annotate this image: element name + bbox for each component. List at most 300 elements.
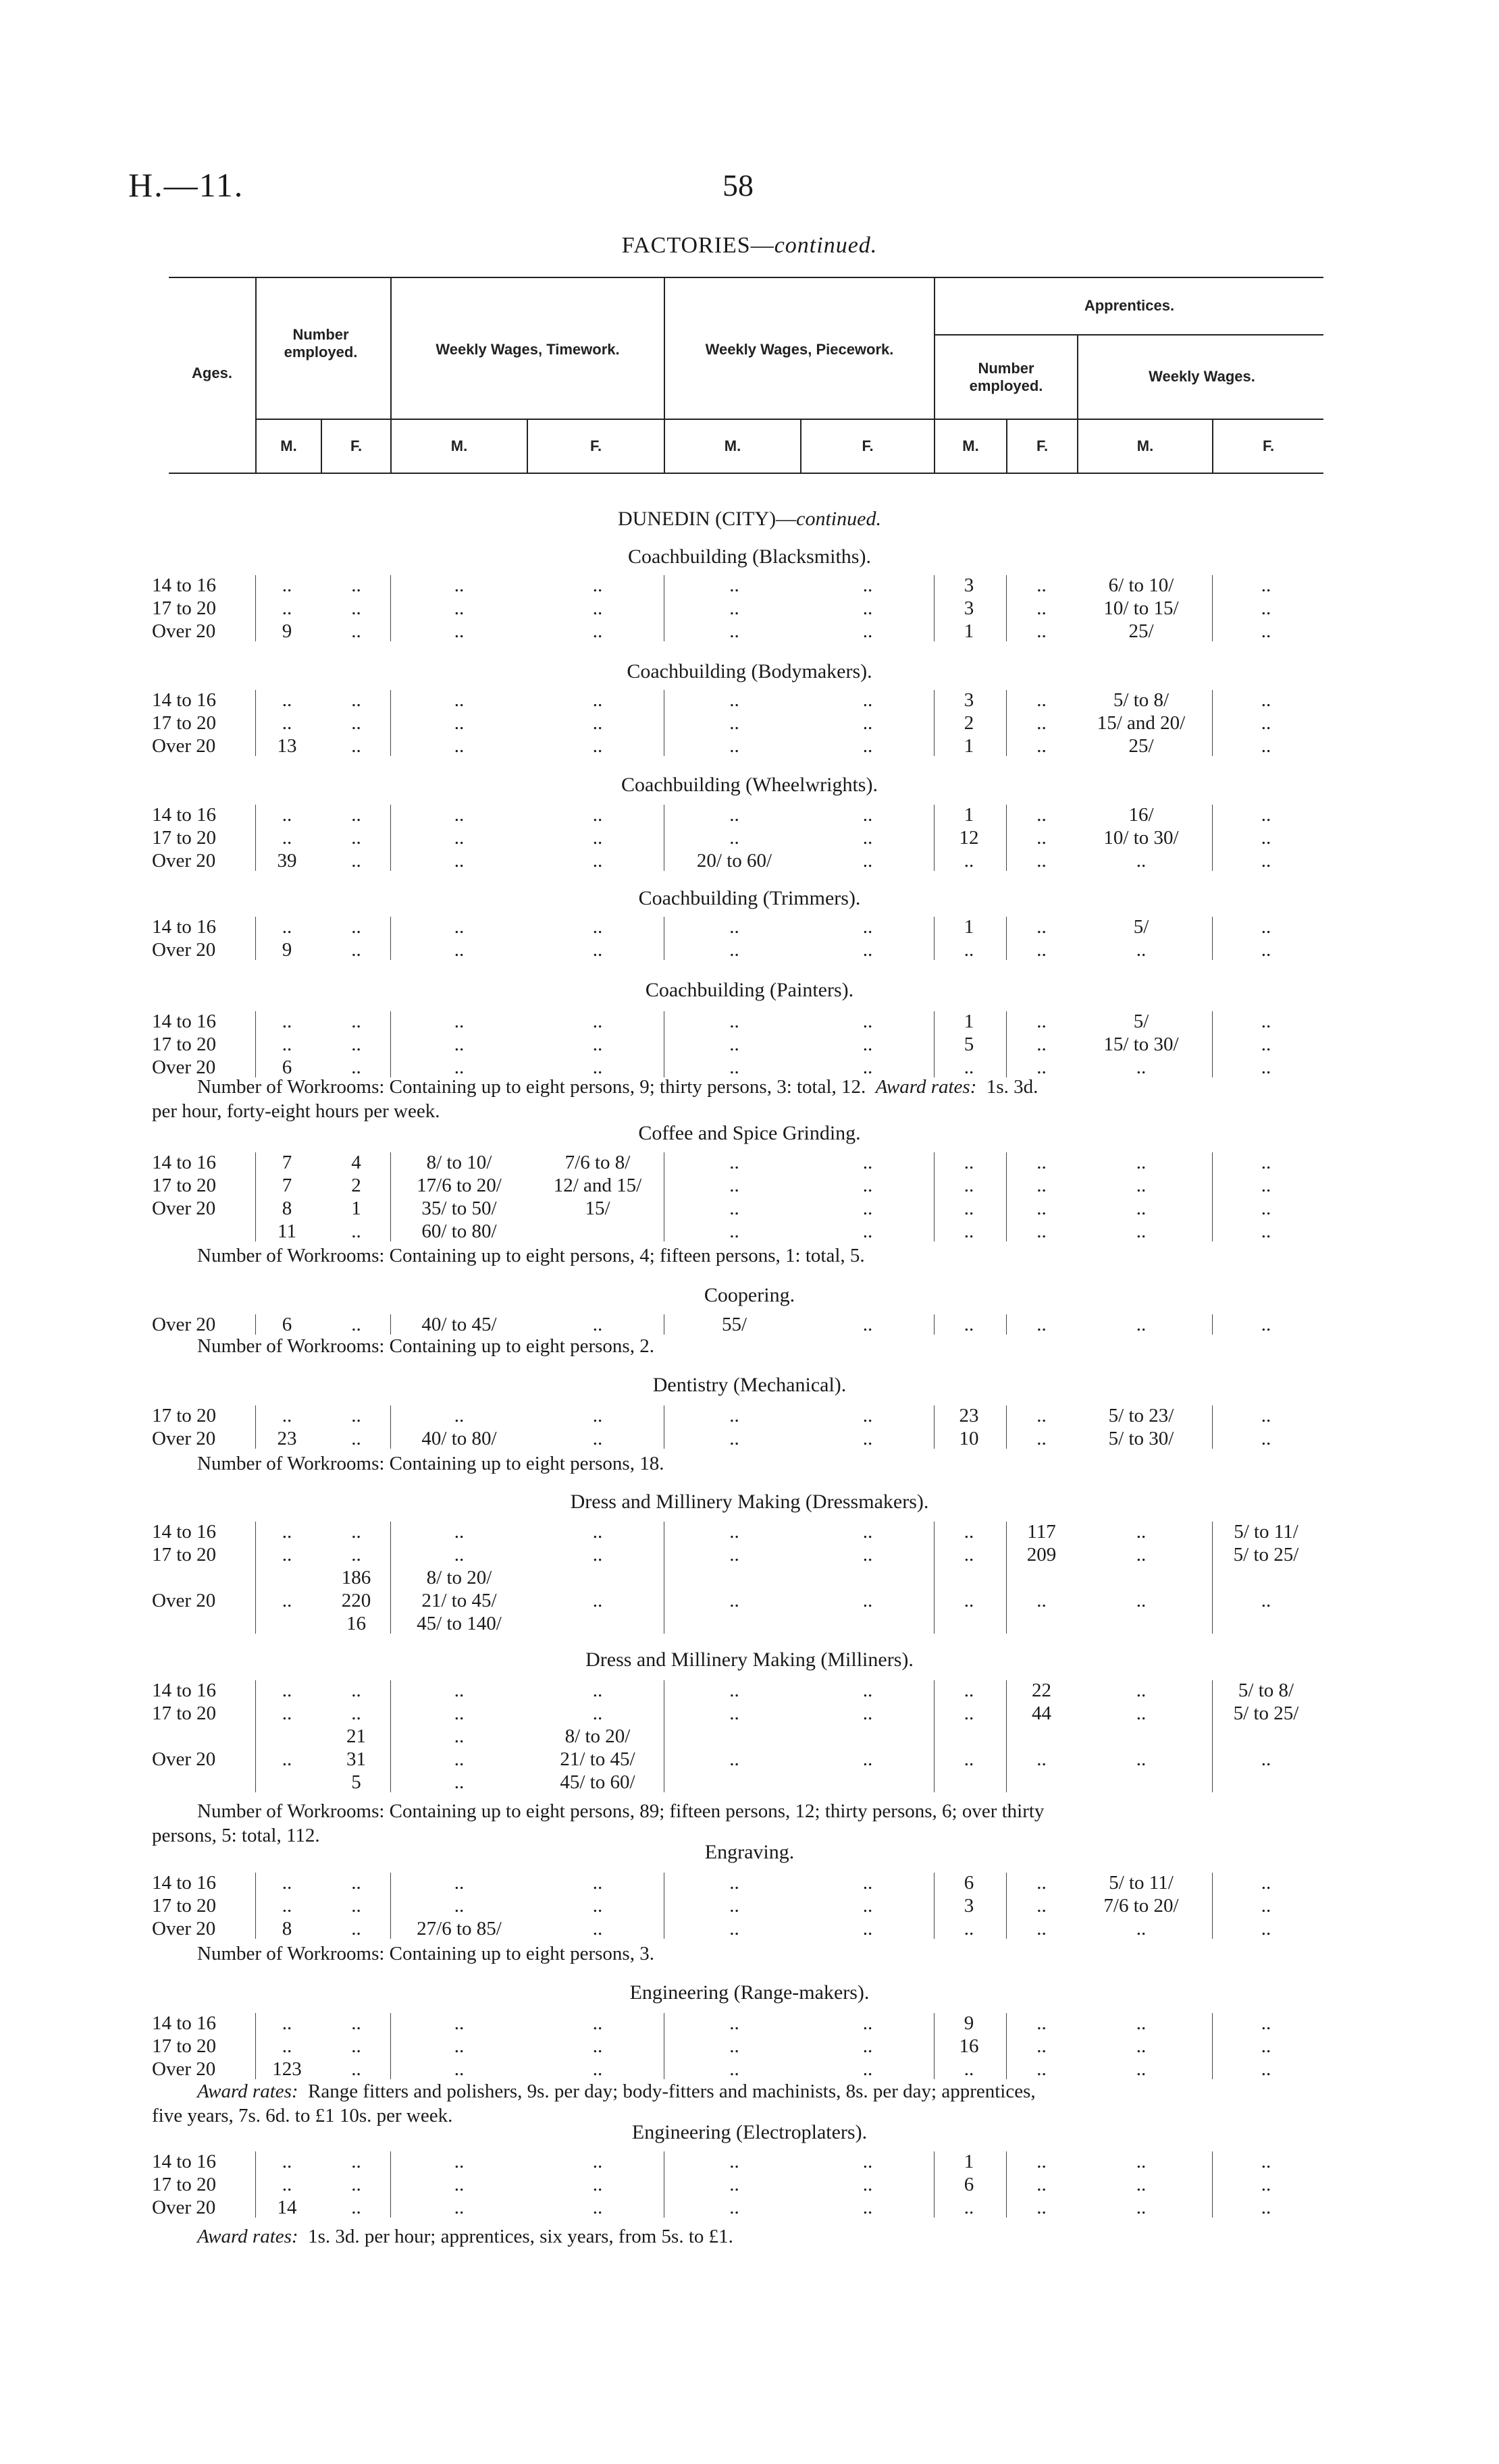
number-m-cell: 8 <box>282 1198 292 1219</box>
apprentices-wages-f-cell: 5/ to 8/ <box>1238 1680 1294 1701</box>
number-f-cell: .. <box>351 1872 361 1894</box>
piecework-f-cell: .. <box>862 939 873 961</box>
age-cell: Over 20 <box>152 1428 216 1449</box>
column-rule <box>934 1873 935 1939</box>
number-f-cell: .. <box>351 1011 361 1032</box>
piecework-f-cell: .. <box>862 1034 873 1055</box>
apprentices-number-m-cell: 12 <box>959 827 979 849</box>
number-f-cell: .. <box>351 916 361 938</box>
age-cell: 14 to 16 <box>152 689 217 711</box>
piecework-m-cell: .. <box>729 574 739 596</box>
age-cell: Over 20 <box>152 1056 216 1078</box>
apprentices-number-f-cell: .. <box>1036 1175 1047 1196</box>
apprentices-number-m-cell <box>935 1771 1003 1794</box>
column-rule <box>255 2013 256 2079</box>
piecework-f-cell: .. <box>862 2035 873 2057</box>
piecework-f-cell: .. <box>862 1152 873 1173</box>
number-f-cell: 1 <box>351 1198 361 1219</box>
column-rule <box>1212 805 1213 871</box>
timework-f-cell: .. <box>592 804 603 826</box>
column-rule <box>934 1011 935 1077</box>
number-m-cell: .. <box>282 712 292 734</box>
apprentices-wages-m-cell: .. <box>1136 2035 1147 2057</box>
number-m-cell <box>257 1725 317 1748</box>
apprentices-number-f-cell: .. <box>1036 1590 1047 1611</box>
column-rule <box>255 1680 256 1792</box>
age-cell: Over 20 <box>152 1198 216 1219</box>
apprentices-number-f-cell: .. <box>1036 735 1047 757</box>
piecework-m-cell <box>668 1771 800 1794</box>
apprentices-number-m-cell: .. <box>964 1918 974 1939</box>
piecework-f-cell: .. <box>862 1011 873 1032</box>
column-rule <box>934 2151 935 2218</box>
apprentices-number-m-cell: 6 <box>964 1872 974 1894</box>
number-f-cell: .. <box>351 1314 361 1335</box>
number-f-cell: .. <box>351 1680 361 1701</box>
age-cell: Over 20 <box>152 2197 216 2218</box>
table-row <box>0 1404 1499 1427</box>
piecework-m-cell <box>668 1566 800 1589</box>
number-f-cell: 31 <box>346 1748 366 1770</box>
apprentices-wages-f-cell: .. <box>1261 1175 1271 1196</box>
table-row <box>0 1313 1499 1336</box>
timework-m-cell: .. <box>454 2174 465 2195</box>
apprentices-wages-m-cell: 5/ to 23/ <box>1108 1405 1174 1426</box>
piecework-f-cell: .. <box>862 1590 873 1611</box>
timework-f-cell: .. <box>592 1034 603 1055</box>
column-rule <box>1212 690 1213 756</box>
apprentices-wages-f-cell: .. <box>1261 712 1271 734</box>
table-row <box>0 1771 1499 1794</box>
apprentices-number-f-cell: .. <box>1036 827 1047 849</box>
table-row <box>0 597 1499 620</box>
number-f-cell: 4 <box>351 1152 361 1173</box>
timework-f-cell <box>530 1220 665 1243</box>
apprentices-wages-m-cell: 5/ to 8/ <box>1113 689 1169 711</box>
workrooms-note: Number of Workrooms: Containing up to eight persons, 2. <box>197 1335 654 1357</box>
section-title: Coachbuilding (Wheelwrights). <box>621 774 878 796</box>
piecework-m-cell: .. <box>729 2012 739 2034</box>
column-rule <box>1006 1680 1007 1792</box>
timework-m-cell: .. <box>454 2197 465 2218</box>
timework-f-cell: .. <box>592 827 603 849</box>
piecework-m-cell: 55/ <box>721 1314 747 1335</box>
number-m-cell: .. <box>282 1590 292 1611</box>
apprentices-number-m-cell: 1 <box>964 735 974 757</box>
number-m-cell: 11 <box>278 1221 296 1242</box>
apprentices-wages-f-cell: .. <box>1261 1198 1271 1219</box>
piecework-f-cell: .. <box>862 2151 873 2172</box>
piecework-f-cell: .. <box>862 1544 873 1565</box>
section-title: Coffee and Spice Grinding. <box>638 1122 861 1144</box>
number-m-cell: .. <box>282 916 292 938</box>
piecework-f-cell: .. <box>862 1872 873 1894</box>
timework-m-cell: 35/ to 50/ <box>421 1198 497 1219</box>
header-m: M. <box>280 437 297 454</box>
timework-m-cell: .. <box>454 1725 465 1747</box>
age-cell <box>152 1771 240 1794</box>
timework-m-cell: .. <box>454 597 465 619</box>
piecework-m-cell: .. <box>729 2174 739 2195</box>
column-rule <box>255 805 256 871</box>
table-row <box>0 1010 1499 1033</box>
number-f-cell: .. <box>351 712 361 734</box>
apprentices-number-f-cell: .. <box>1036 1034 1047 1055</box>
apprentices-number-f-cell: 117 <box>1027 1521 1056 1543</box>
apprentices-wages-f-cell: .. <box>1261 2197 1271 2218</box>
apprentices-wages-f-cell: .. <box>1261 597 1271 619</box>
apprentices-wages-m-cell: 15/ to 30/ <box>1103 1034 1179 1055</box>
age-cell: 14 to 16 <box>152 2012 217 2034</box>
age-cell: 17 to 20 <box>152 1405 217 1426</box>
column-rule <box>390 690 391 756</box>
age-cell: Over 20 <box>152 620 216 642</box>
age-cell: 17 to 20 <box>152 2035 217 2057</box>
table-row <box>0 1679 1499 1702</box>
number-m-cell: .. <box>282 1034 292 1055</box>
header-m: M. <box>724 437 741 454</box>
column-rule <box>1212 1873 1213 1939</box>
timework-f-cell: .. <box>592 916 603 938</box>
apprentices-number-m-cell: 3 <box>964 597 974 619</box>
number-m-cell: .. <box>282 1521 292 1543</box>
age-cell: Over 20 <box>152 1314 216 1335</box>
number-m-cell: .. <box>282 689 292 711</box>
apprentices-wages-f-cell: .. <box>1261 1221 1271 1242</box>
header-weekly-piecework: Weekly Wages, Piecework. <box>705 341 894 358</box>
apprentices-number-m-cell: 2 <box>964 712 974 734</box>
timework-f-cell: .. <box>592 939 603 961</box>
table-row <box>0 2012 1499 2035</box>
apprentices-wages-m-cell: 5/ <box>1133 1011 1149 1032</box>
piecework-m-cell: .. <box>729 1011 739 1032</box>
apprentices-number-m-cell: .. <box>964 1703 974 1724</box>
section-title: Dress and Millinery Making (Milliners). <box>585 1649 914 1671</box>
apprentices-number-m-cell: .. <box>964 1152 974 1173</box>
district-name: DUNEDIN (CITY)— <box>618 508 797 530</box>
section-title: Coachbuilding (Bodymakers). <box>627 660 872 682</box>
timework-f-cell: .. <box>592 1680 603 1701</box>
piecework-m-cell: .. <box>729 735 739 757</box>
apprentices-number-m-cell: .. <box>964 850 974 872</box>
timework-m-cell: .. <box>454 2035 465 2057</box>
piecework-f-cell: .. <box>862 1428 873 1449</box>
timework-f-cell: .. <box>592 1590 603 1611</box>
apprentices-wages-f-cell: .. <box>1261 689 1271 711</box>
page-title-suffix: continued. <box>774 233 878 258</box>
section-title: Dentistry (Mechanical). <box>652 1374 847 1396</box>
apprentices-number-m-cell <box>935 1725 1003 1748</box>
timework-m-cell: .. <box>454 1771 465 1793</box>
table-row <box>0 2058 1499 2081</box>
timework-m-cell: 8/ to 20/ <box>426 1567 492 1588</box>
number-m-cell: .. <box>282 804 292 826</box>
apprentices-wages-f-cell: .. <box>1261 574 1271 596</box>
age-cell: 14 to 16 <box>152 1680 217 1701</box>
table-row <box>0 2150 1499 2173</box>
piecework-f-cell: .. <box>862 804 873 826</box>
apprentices-wages-f-cell: .. <box>1261 1590 1271 1611</box>
apprentices-wages-f-cell <box>1205 1566 1327 1589</box>
column-rule <box>255 1873 256 1939</box>
apprentices-wages-m-cell: 5/ to 30/ <box>1108 1428 1174 1449</box>
apprentices-number-f-cell: .. <box>1036 2012 1047 2034</box>
piecework-m-cell: .. <box>729 1175 739 1196</box>
column-rule <box>1006 1522 1007 1634</box>
column-rule <box>1212 1152 1213 1241</box>
apprentices-wages-m-cell <box>1080 1566 1202 1589</box>
number-f-cell: .. <box>351 689 361 711</box>
table-row <box>0 938 1499 961</box>
apprentices-wages-f-cell: .. <box>1261 827 1271 849</box>
apprentices-number-m-cell: 5 <box>964 1034 974 1055</box>
apprentices-wages-m-cell: .. <box>1136 1221 1147 1242</box>
table-row <box>0 849 1499 872</box>
number-f-cell: .. <box>351 850 361 872</box>
timework-f-cell: .. <box>592 712 603 734</box>
table-row <box>0 803 1499 826</box>
header-f: F. <box>1262 437 1275 454</box>
apprentices-wages-m-cell: .. <box>1136 1590 1147 1611</box>
timework-f-cell: .. <box>592 1703 603 1724</box>
piecework-f-cell: .. <box>862 1680 873 1701</box>
timework-f-cell: .. <box>592 850 603 872</box>
timework-m-cell: .. <box>454 1680 465 1701</box>
timework-m-cell: 21/ to 45/ <box>421 1590 497 1611</box>
timework-m-cell: 60/ to 80/ <box>421 1221 497 1242</box>
age-cell: Over 20 <box>152 1590 216 1611</box>
apprentices-wages-f-cell: .. <box>1261 916 1271 938</box>
apprentices-wages-f-cell: .. <box>1261 2035 1271 2057</box>
table-row <box>0 1917 1499 1940</box>
piecework-f-cell: .. <box>862 1521 873 1543</box>
timework-m-cell: .. <box>454 1544 465 1565</box>
number-m-cell: .. <box>282 1680 292 1701</box>
age-cell: Over 20 <box>152 1918 216 1939</box>
timework-f-cell: .. <box>592 597 603 619</box>
table-row <box>0 915 1499 938</box>
apprentices-wages-m-cell: 25/ <box>1128 620 1154 642</box>
page-reference: H.—11. <box>128 166 244 204</box>
apprentices-wages-m-cell: 10/ to 30/ <box>1103 827 1179 849</box>
column-rule <box>1212 1522 1213 1634</box>
apprentices-number-f-cell: .. <box>1036 2197 1047 2218</box>
column-rule <box>255 1152 256 1241</box>
column-rule <box>390 1873 391 1939</box>
number-f-cell: .. <box>351 2174 361 2195</box>
apprentices-wages-f-cell: .. <box>1261 2151 1271 2172</box>
table-row <box>0 1702 1499 1725</box>
piecework-m-cell: .. <box>729 2035 739 2057</box>
column-rule <box>1212 575 1213 641</box>
timework-f-cell: .. <box>592 1314 603 1335</box>
apprentices-wages-m-cell <box>1080 1612 1202 1635</box>
piecework-m-cell: .. <box>729 1405 739 1426</box>
apprentices-number-m-cell: 1 <box>964 916 974 938</box>
timework-f-cell: .. <box>592 735 603 757</box>
apprentices-wages-m-cell: 15/ and 20/ <box>1097 712 1186 734</box>
apprentices-number-f-cell: .. <box>1036 2035 1047 2057</box>
column-rule <box>934 690 935 756</box>
header-f: F. <box>589 437 602 454</box>
apprentices-wages-f-cell: .. <box>1261 939 1271 961</box>
header-apprentices: Apprentices. <box>1084 297 1175 314</box>
age-cell: Over 20 <box>152 1748 216 1770</box>
apprentices-number-m-cell: 1 <box>964 804 974 826</box>
number-m-cell: 6 <box>282 1314 292 1335</box>
piecework-f-cell <box>804 1771 932 1794</box>
table-row <box>0 1725 1499 1748</box>
apprentices-wages-f-cell: .. <box>1261 1314 1271 1335</box>
apprentices-number-m-cell: .. <box>964 1680 974 1701</box>
column-rule <box>1212 2013 1213 2079</box>
apprentices-number-f-cell: .. <box>1036 2174 1047 2195</box>
piecework-m-cell: .. <box>729 1056 739 1078</box>
number-f-cell: .. <box>351 2151 361 2172</box>
number-m-cell: .. <box>282 1895 292 1917</box>
column-rule <box>1006 805 1007 871</box>
age-cell: Over 20 <box>152 939 216 961</box>
apprentices-number-f-cell: .. <box>1036 850 1047 872</box>
timework-m-cell: 40/ to 80/ <box>421 1428 497 1449</box>
timework-f-cell: .. <box>592 574 603 596</box>
age-cell: Over 20 <box>152 735 216 757</box>
apprentices-number-f-cell <box>1006 1566 1077 1589</box>
number-m-cell: 7 <box>282 1175 292 1196</box>
piecework-m-cell: .. <box>729 2197 739 2218</box>
column-rule <box>255 1314 256 1335</box>
timework-m-cell: .. <box>454 1748 465 1770</box>
piecework-f-cell: .. <box>862 1918 873 1939</box>
header-f: F. <box>1036 437 1049 454</box>
piecework-f-cell: .. <box>862 689 873 711</box>
timework-m-cell: .. <box>454 916 465 938</box>
table-row <box>0 826 1499 849</box>
table-row <box>0 734 1499 757</box>
apprentices-wages-f-cell: .. <box>1261 620 1271 642</box>
number-f-cell: .. <box>351 1405 361 1426</box>
apprentices-wages-m-cell: .. <box>1136 1198 1147 1219</box>
apprentices-number-m-cell: .. <box>964 2058 974 2080</box>
apprentices-number-m-cell: .. <box>964 1056 974 1078</box>
timework-m-cell: .. <box>454 827 465 849</box>
column-rule <box>1212 1011 1213 1077</box>
column-rule <box>255 1405 256 1449</box>
apprentices-wages-f-cell: .. <box>1261 1918 1271 1939</box>
timework-m-cell: .. <box>454 2151 465 2172</box>
apprentices-wages-f-cell: 5/ to 11/ <box>1234 1521 1298 1543</box>
section-title: Engineering (Electroplaters). <box>631 2121 868 2143</box>
timework-f-cell: .. <box>592 1521 603 1543</box>
apprentices-number-m-cell: .. <box>964 1221 974 1242</box>
table-row <box>0 1612 1499 1635</box>
number-f-cell: .. <box>351 1895 361 1917</box>
piecework-f-cell: .. <box>862 1314 873 1335</box>
number-m-cell: 13 <box>277 735 297 757</box>
number-f-cell: 220 <box>341 1590 371 1611</box>
table-row <box>0 1151 1499 1174</box>
piecework-f-cell: .. <box>862 735 873 757</box>
number-f-cell: .. <box>351 1521 361 1543</box>
column-rule <box>934 917 935 960</box>
apprentices-wages-m-cell: .. <box>1136 939 1147 961</box>
piecework-m-cell: .. <box>729 1544 739 1565</box>
column-rule <box>934 805 935 871</box>
apprentices-number-m-cell: 3 <box>964 689 974 711</box>
award-rates-note <box>197 2224 1332 2249</box>
number-f-cell: 16 <box>346 1613 366 1634</box>
header-number-employed: Number employed. <box>284 326 358 360</box>
age-cell: 14 to 16 <box>152 1011 217 1032</box>
number-m-cell: .. <box>282 2012 292 2034</box>
number-f-cell: .. <box>351 574 361 596</box>
apprentices-wages-m-cell: .. <box>1136 1703 1147 1724</box>
workrooms-note: Number of Workrooms: Containing up to eight persons, 3. <box>197 1943 654 1964</box>
apprentices-wages-f-cell: .. <box>1261 1872 1271 1894</box>
piecework-f-cell: .. <box>862 2058 873 2080</box>
apprentices-number-m-cell: .. <box>964 1314 974 1335</box>
number-f-cell: .. <box>351 1703 361 1724</box>
column-rule <box>255 1522 256 1634</box>
piecework-f-cell: .. <box>862 1221 873 1242</box>
award-rates-note <box>197 2079 1332 2104</box>
section-title: Coachbuilding (Blacksmiths). <box>628 545 871 568</box>
column-rule <box>934 1152 935 1241</box>
apprentices-number-m-cell: .. <box>964 1748 974 1770</box>
number-f-cell: .. <box>351 620 361 642</box>
column-rule <box>255 575 256 641</box>
table-row <box>0 1520 1499 1543</box>
table-row <box>0 1871 1499 1894</box>
column-rule <box>390 1314 391 1335</box>
piecework-m-cell: .. <box>729 2151 739 2172</box>
apprentices-wages-m-cell: .. <box>1136 1152 1147 1173</box>
column-rule <box>1212 1405 1213 1449</box>
page-number: 58 <box>722 168 754 203</box>
apprentices-wages-f-cell: .. <box>1261 735 1271 757</box>
apprentices-wages-f-cell: .. <box>1261 1405 1271 1426</box>
timework-m-cell: .. <box>454 1034 465 1055</box>
piecework-m-cell: .. <box>729 939 739 961</box>
header-weekly-timework: Weekly Wages, Timework. <box>436 341 620 358</box>
section-title: Engraving. <box>704 1841 795 1863</box>
piecework-m-cell: .. <box>729 1521 739 1543</box>
apprentices-wages-m-cell: .. <box>1136 1680 1147 1701</box>
timework-m-cell: .. <box>454 1895 465 1917</box>
timework-m-cell: 17/6 to 20/ <box>417 1175 502 1196</box>
number-f-cell: .. <box>351 735 361 757</box>
number-f-cell: .. <box>351 804 361 826</box>
age-cell <box>152 1725 240 1748</box>
number-m-cell: .. <box>282 1011 292 1032</box>
table-row <box>0 1566 1499 1589</box>
timework-f-cell: 7/6 to 8/ <box>564 1152 631 1173</box>
piecework-f-cell: .. <box>862 827 873 849</box>
apprentices-number-m-cell: .. <box>964 1198 974 1219</box>
apprentices-number-f-cell: .. <box>1036 939 1047 961</box>
apprentices-number-m-cell: 10 <box>959 1428 979 1449</box>
number-f-cell: 186 <box>341 1567 371 1588</box>
table-row <box>0 1894 1499 1917</box>
apprentices-wages-m-cell: .. <box>1136 2058 1147 2080</box>
apprentices-number-f-cell: .. <box>1036 620 1047 642</box>
apprentices-number-m-cell <box>935 1612 1003 1635</box>
piecework-m-cell: .. <box>729 1221 739 1242</box>
column-rule <box>1006 1011 1007 1077</box>
timework-f-cell: .. <box>592 689 603 711</box>
column-rule <box>1006 690 1007 756</box>
column-rule <box>390 2151 391 2218</box>
